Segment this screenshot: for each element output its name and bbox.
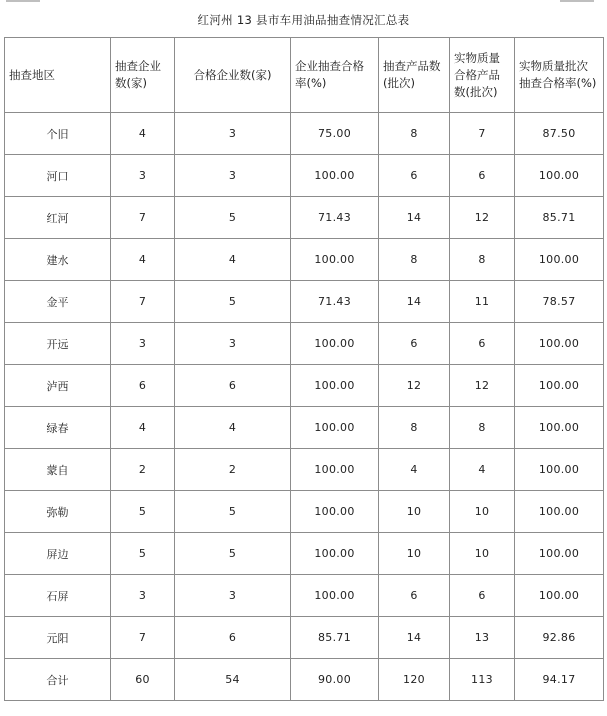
cell-products: 120 xyxy=(379,659,450,701)
cell-qualified-products: 4 xyxy=(450,449,515,491)
cell-enterprises: 5 xyxy=(111,533,175,575)
cell-enterprises: 3 xyxy=(111,323,175,365)
col-header-qualified-enterprises: 合格企业数(家) xyxy=(175,38,291,113)
table-title: 红河州 13 县市车用油品抽查情况汇总表 xyxy=(197,13,410,27)
cell-region: 建水 xyxy=(5,239,111,281)
cell-qualified-enterprises: 5 xyxy=(175,533,291,575)
cell-products: 6 xyxy=(379,155,450,197)
cell-qualified-enterprises: 4 xyxy=(175,239,291,281)
table-row xyxy=(5,155,604,197)
cell-enterprise-rate: 100.00 xyxy=(291,323,379,365)
table-row xyxy=(5,281,604,323)
cell-enterprises: 7 xyxy=(111,197,175,239)
cell-qualified-enterprises: 3 xyxy=(175,155,291,197)
table-row xyxy=(5,491,604,533)
cell-product-rate: 100.00 xyxy=(515,491,604,533)
cell-qualified-products: 6 xyxy=(450,575,515,617)
cell-product-rate: 87.50 xyxy=(515,113,604,155)
cell-region: 绿春 xyxy=(5,407,111,449)
top-divider-right xyxy=(560,0,594,2)
table-row xyxy=(5,449,604,491)
cell-enterprise-rate: 100.00 xyxy=(291,407,379,449)
cell-products: 6 xyxy=(379,575,450,617)
cell-products: 10 xyxy=(379,533,450,575)
cell-region: 合计 xyxy=(5,659,111,701)
cell-products: 8 xyxy=(379,239,450,281)
cell-enterprise-rate: 100.00 xyxy=(291,239,379,281)
cell-enterprises: 3 xyxy=(111,155,175,197)
cell-enterprises: 2 xyxy=(111,449,175,491)
cell-product-rate: 100.00 xyxy=(515,533,604,575)
cell-enterprises: 4 xyxy=(111,113,175,155)
cell-region: 屏边 xyxy=(5,533,111,575)
table-row xyxy=(5,575,604,617)
cell-product-rate: 100.00 xyxy=(515,365,604,407)
col-header-qualified-products: 实物质量合格产品数(批次) xyxy=(450,38,515,113)
cell-qualified-products: 13 xyxy=(450,617,515,659)
table-row xyxy=(5,197,604,239)
cell-qualified-products: 6 xyxy=(450,323,515,365)
cell-enterprise-rate: 100.00 xyxy=(291,449,379,491)
cell-region: 弥勒 xyxy=(5,491,111,533)
cell-region: 河口 xyxy=(5,155,111,197)
cell-product-rate: 100.00 xyxy=(515,323,604,365)
cell-enterprise-rate: 100.00 xyxy=(291,155,379,197)
cell-enterprises: 3 xyxy=(111,575,175,617)
cell-region: 个旧 xyxy=(5,113,111,155)
col-header-product-rate: 实物质量批次抽查合格率(%) xyxy=(515,38,604,113)
cell-qualified-enterprises: 6 xyxy=(175,617,291,659)
cell-qualified-products: 8 xyxy=(450,407,515,449)
cell-enterprise-rate: 75.00 xyxy=(291,113,379,155)
cell-region: 石屏 xyxy=(5,575,111,617)
cell-region: 泸西 xyxy=(5,365,111,407)
cell-product-rate: 85.71 xyxy=(515,197,604,239)
table-row xyxy=(5,239,604,281)
cell-product-rate: 100.00 xyxy=(515,239,604,281)
cell-qualified-products: 12 xyxy=(450,197,515,239)
cell-qualified-products: 11 xyxy=(450,281,515,323)
cell-qualified-enterprises: 2 xyxy=(175,449,291,491)
cell-qualified-enterprises: 3 xyxy=(175,113,291,155)
cell-enterprises: 7 xyxy=(111,281,175,323)
cell-region: 元阳 xyxy=(5,617,111,659)
col-header-products: 抽查产品数(批次) xyxy=(379,38,450,113)
cell-products: 10 xyxy=(379,491,450,533)
cell-qualified-products: 10 xyxy=(450,491,515,533)
cell-enterprise-rate: 100.00 xyxy=(291,491,379,533)
cell-product-rate: 92.86 xyxy=(515,617,604,659)
cell-qualified-enterprises: 3 xyxy=(175,323,291,365)
cell-qualified-products: 8 xyxy=(450,239,515,281)
cell-enterprises: 60 xyxy=(111,659,175,701)
cell-qualified-enterprises: 54 xyxy=(175,659,291,701)
table-row xyxy=(5,407,604,449)
cell-qualified-enterprises: 6 xyxy=(175,365,291,407)
cell-qualified-enterprises: 5 xyxy=(175,491,291,533)
cell-products: 4 xyxy=(379,449,450,491)
cell-region: 蒙自 xyxy=(5,449,111,491)
cell-products: 6 xyxy=(379,323,450,365)
cell-enterprises: 4 xyxy=(111,239,175,281)
cell-qualified-enterprises: 5 xyxy=(175,197,291,239)
cell-enterprises: 6 xyxy=(111,365,175,407)
cell-enterprise-rate: 85.71 xyxy=(291,617,379,659)
cell-region: 开远 xyxy=(5,323,111,365)
table-row xyxy=(5,533,604,575)
cell-product-rate: 78.57 xyxy=(515,281,604,323)
cell-qualified-products: 7 xyxy=(450,113,515,155)
cell-enterprises: 5 xyxy=(111,491,175,533)
cell-products: 14 xyxy=(379,617,450,659)
col-header-enterprises: 抽查企业数(家) xyxy=(111,38,175,113)
cell-enterprises: 7 xyxy=(111,617,175,659)
cell-qualified-enterprises: 3 xyxy=(175,575,291,617)
cell-product-rate: 100.00 xyxy=(515,449,604,491)
cell-product-rate: 100.00 xyxy=(515,575,604,617)
cell-qualified-products: 113 xyxy=(450,659,515,701)
cell-region: 金平 xyxy=(5,281,111,323)
table-row xyxy=(5,113,604,155)
cell-enterprise-rate: 100.00 xyxy=(291,575,379,617)
col-header-enterprise-rate: 企业抽查合格率(%) xyxy=(291,38,379,113)
table-row xyxy=(5,323,604,365)
cell-qualified-products: 6 xyxy=(450,155,515,197)
cell-products: 14 xyxy=(379,197,450,239)
cell-product-rate: 100.00 xyxy=(515,407,604,449)
cell-qualified-products: 12 xyxy=(450,365,515,407)
cell-enterprise-rate: 71.43 xyxy=(291,197,379,239)
inspection-summary-table xyxy=(4,37,604,701)
cell-products: 14 xyxy=(379,281,450,323)
table-row xyxy=(5,617,604,659)
top-divider-left xyxy=(6,0,40,2)
header-row xyxy=(5,38,604,113)
table-row xyxy=(5,365,604,407)
cell-qualified-enterprises: 5 xyxy=(175,281,291,323)
cell-enterprise-rate: 100.00 xyxy=(291,533,379,575)
cell-product-rate: 94.17 xyxy=(515,659,604,701)
cell-qualified-enterprises: 4 xyxy=(175,407,291,449)
cell-region: 红河 xyxy=(5,197,111,239)
cell-enterprise-rate: 71.43 xyxy=(291,281,379,323)
col-header-region: 抽查地区 xyxy=(5,38,111,113)
cell-enterprise-rate: 100.00 xyxy=(291,365,379,407)
cell-products: 8 xyxy=(379,407,450,449)
cell-enterprises: 4 xyxy=(111,407,175,449)
cell-products: 8 xyxy=(379,113,450,155)
cell-qualified-products: 10 xyxy=(450,533,515,575)
total-row xyxy=(5,659,604,701)
cell-products: 12 xyxy=(379,365,450,407)
cell-product-rate: 100.00 xyxy=(515,155,604,197)
cell-enterprise-rate: 90.00 xyxy=(291,659,379,701)
